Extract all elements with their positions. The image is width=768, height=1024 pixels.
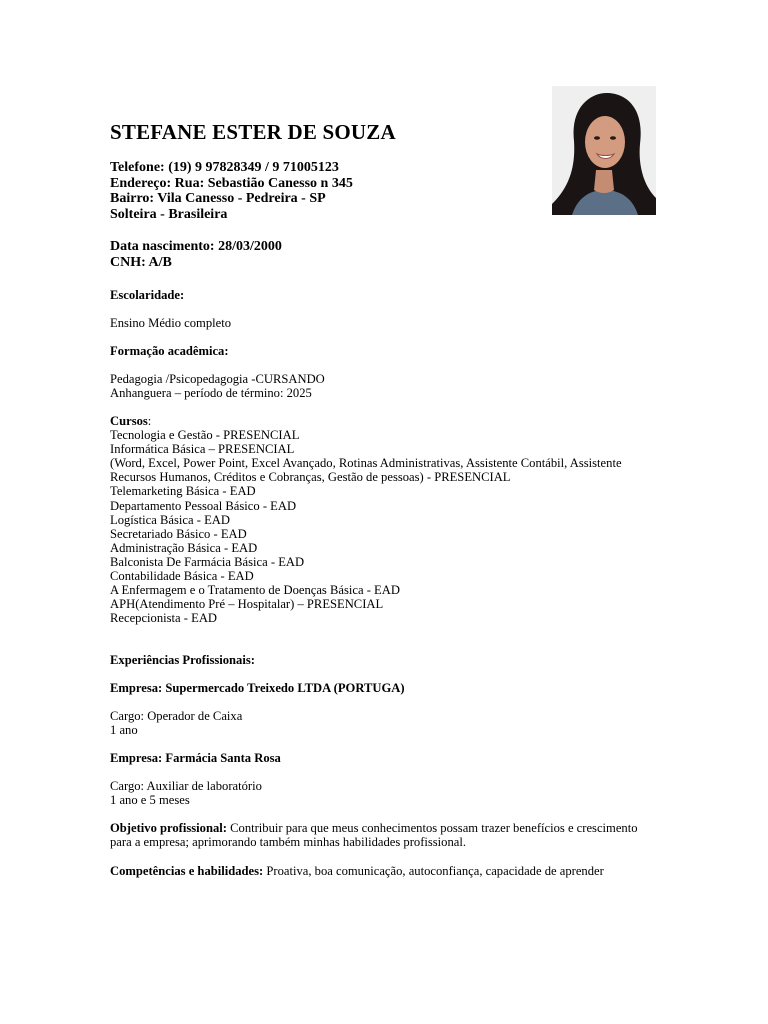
academic-institution: Anhanguera – período de término: 2025 [110, 386, 312, 401]
experience-heading: Experiências Profissionais: [110, 653, 255, 667]
objective-label: Objetivo profissional: [110, 821, 227, 835]
objective-block [110, 821, 638, 849]
job-details [110, 779, 262, 807]
skills-line [110, 864, 604, 878]
address-line: Endereço: Rua: Sebastião Canesso n 345 [110, 175, 353, 191]
job-company: Empresa: Supermercado Treixedo LTDA (PORTUGA) [110, 681, 405, 695]
course-item: Balconista De Farmácia Básica - EAD [110, 554, 305, 569]
schooling-value: Ensino Médio completo [110, 316, 232, 330]
job-duration: 1 ano [110, 723, 138, 738]
job-details [110, 709, 242, 737]
schooling-heading: Escolaridade: [110, 288, 185, 302]
job-role: Cargo: Auxiliar de laboratório [110, 779, 262, 793]
course-item: Recepcionista - EAD [110, 611, 218, 626]
objective-text: Contribuir para que meus conhecimentos possam trazer benefícios e crescimento [226, 821, 638, 835]
candidate-name: STEFANE ESTER DE SOUZA [110, 120, 396, 144]
course-item: Contabilidade Básica - EAD [110, 569, 254, 584]
course-item: Tecnologia e Gestão - PRESENCIAL [110, 428, 300, 443]
civil-status-line: Solteira - Brasileira [110, 206, 228, 222]
course-item: Informática Básica – PRESENCIAL [110, 442, 295, 457]
course-item: Departamento Pessoal Básico - EAD [110, 498, 297, 513]
objective-line [110, 821, 638, 835]
phone-line: Telefone: (19) 9 97828349 / 9 71005123 [110, 160, 339, 175]
course-item: Logística Básica - EAD [110, 512, 230, 527]
job-role: Cargo: Operador de Caixa [110, 709, 243, 723]
course-item: Telemarketing Básica - EAD [110, 484, 256, 499]
driver-license: CNH: A/B [110, 254, 172, 270]
job-duration: 1 ano e 5 meses [110, 793, 190, 808]
course-item: A Enfermagem e o Tratamento de Doenças Básica - EAD [110, 583, 400, 598]
skills-label: Competências e habilidades: [110, 864, 264, 878]
course-item: Recursos Humanos, Créditos e Cobranças, Gestão de pessoas) - PRESENCIAL [110, 470, 511, 485]
course-item: APH(Atendimento Pré – Hospitalar) – PRESENCIAL [110, 597, 384, 612]
birth-date: Data nascimento: 28/03/2000 [110, 239, 282, 254]
course-item: (Word, Excel, Power Point, Excel Avançado, Rotinas Administrativas, Assistente Contábil, Assistente [110, 456, 622, 471]
contact-block [110, 160, 353, 222]
courses-heading [110, 414, 622, 428]
objective-text-continued: para a empresa; aprimorando também minhas habilidades profissional. [110, 835, 467, 850]
courses-heading-label: Cursos [110, 414, 148, 428]
profile-photo [552, 86, 656, 215]
academic-block [110, 372, 325, 400]
personal-data-block [110, 239, 282, 270]
skills-block [110, 864, 604, 878]
courses-block [110, 414, 622, 625]
academic-heading: Formação acadêmica: [110, 344, 229, 358]
job-company: Empresa: Farmácia Santa Rosa [110, 751, 281, 765]
neighborhood-line: Bairro: Vila Canesso - Pedreira - SP [110, 191, 326, 207]
course-item: Secretariado Básico - EAD [110, 526, 247, 541]
skills-text: Proativa, boa comunicação, autoconfiança, capacidade de aprender [263, 864, 604, 878]
courses-heading-colon: : [147, 414, 152, 428]
academic-course: Pedagogia /Psicopedagogia -CURSANDO [110, 372, 325, 386]
course-item: Administração Básica - EAD [110, 540, 258, 555]
